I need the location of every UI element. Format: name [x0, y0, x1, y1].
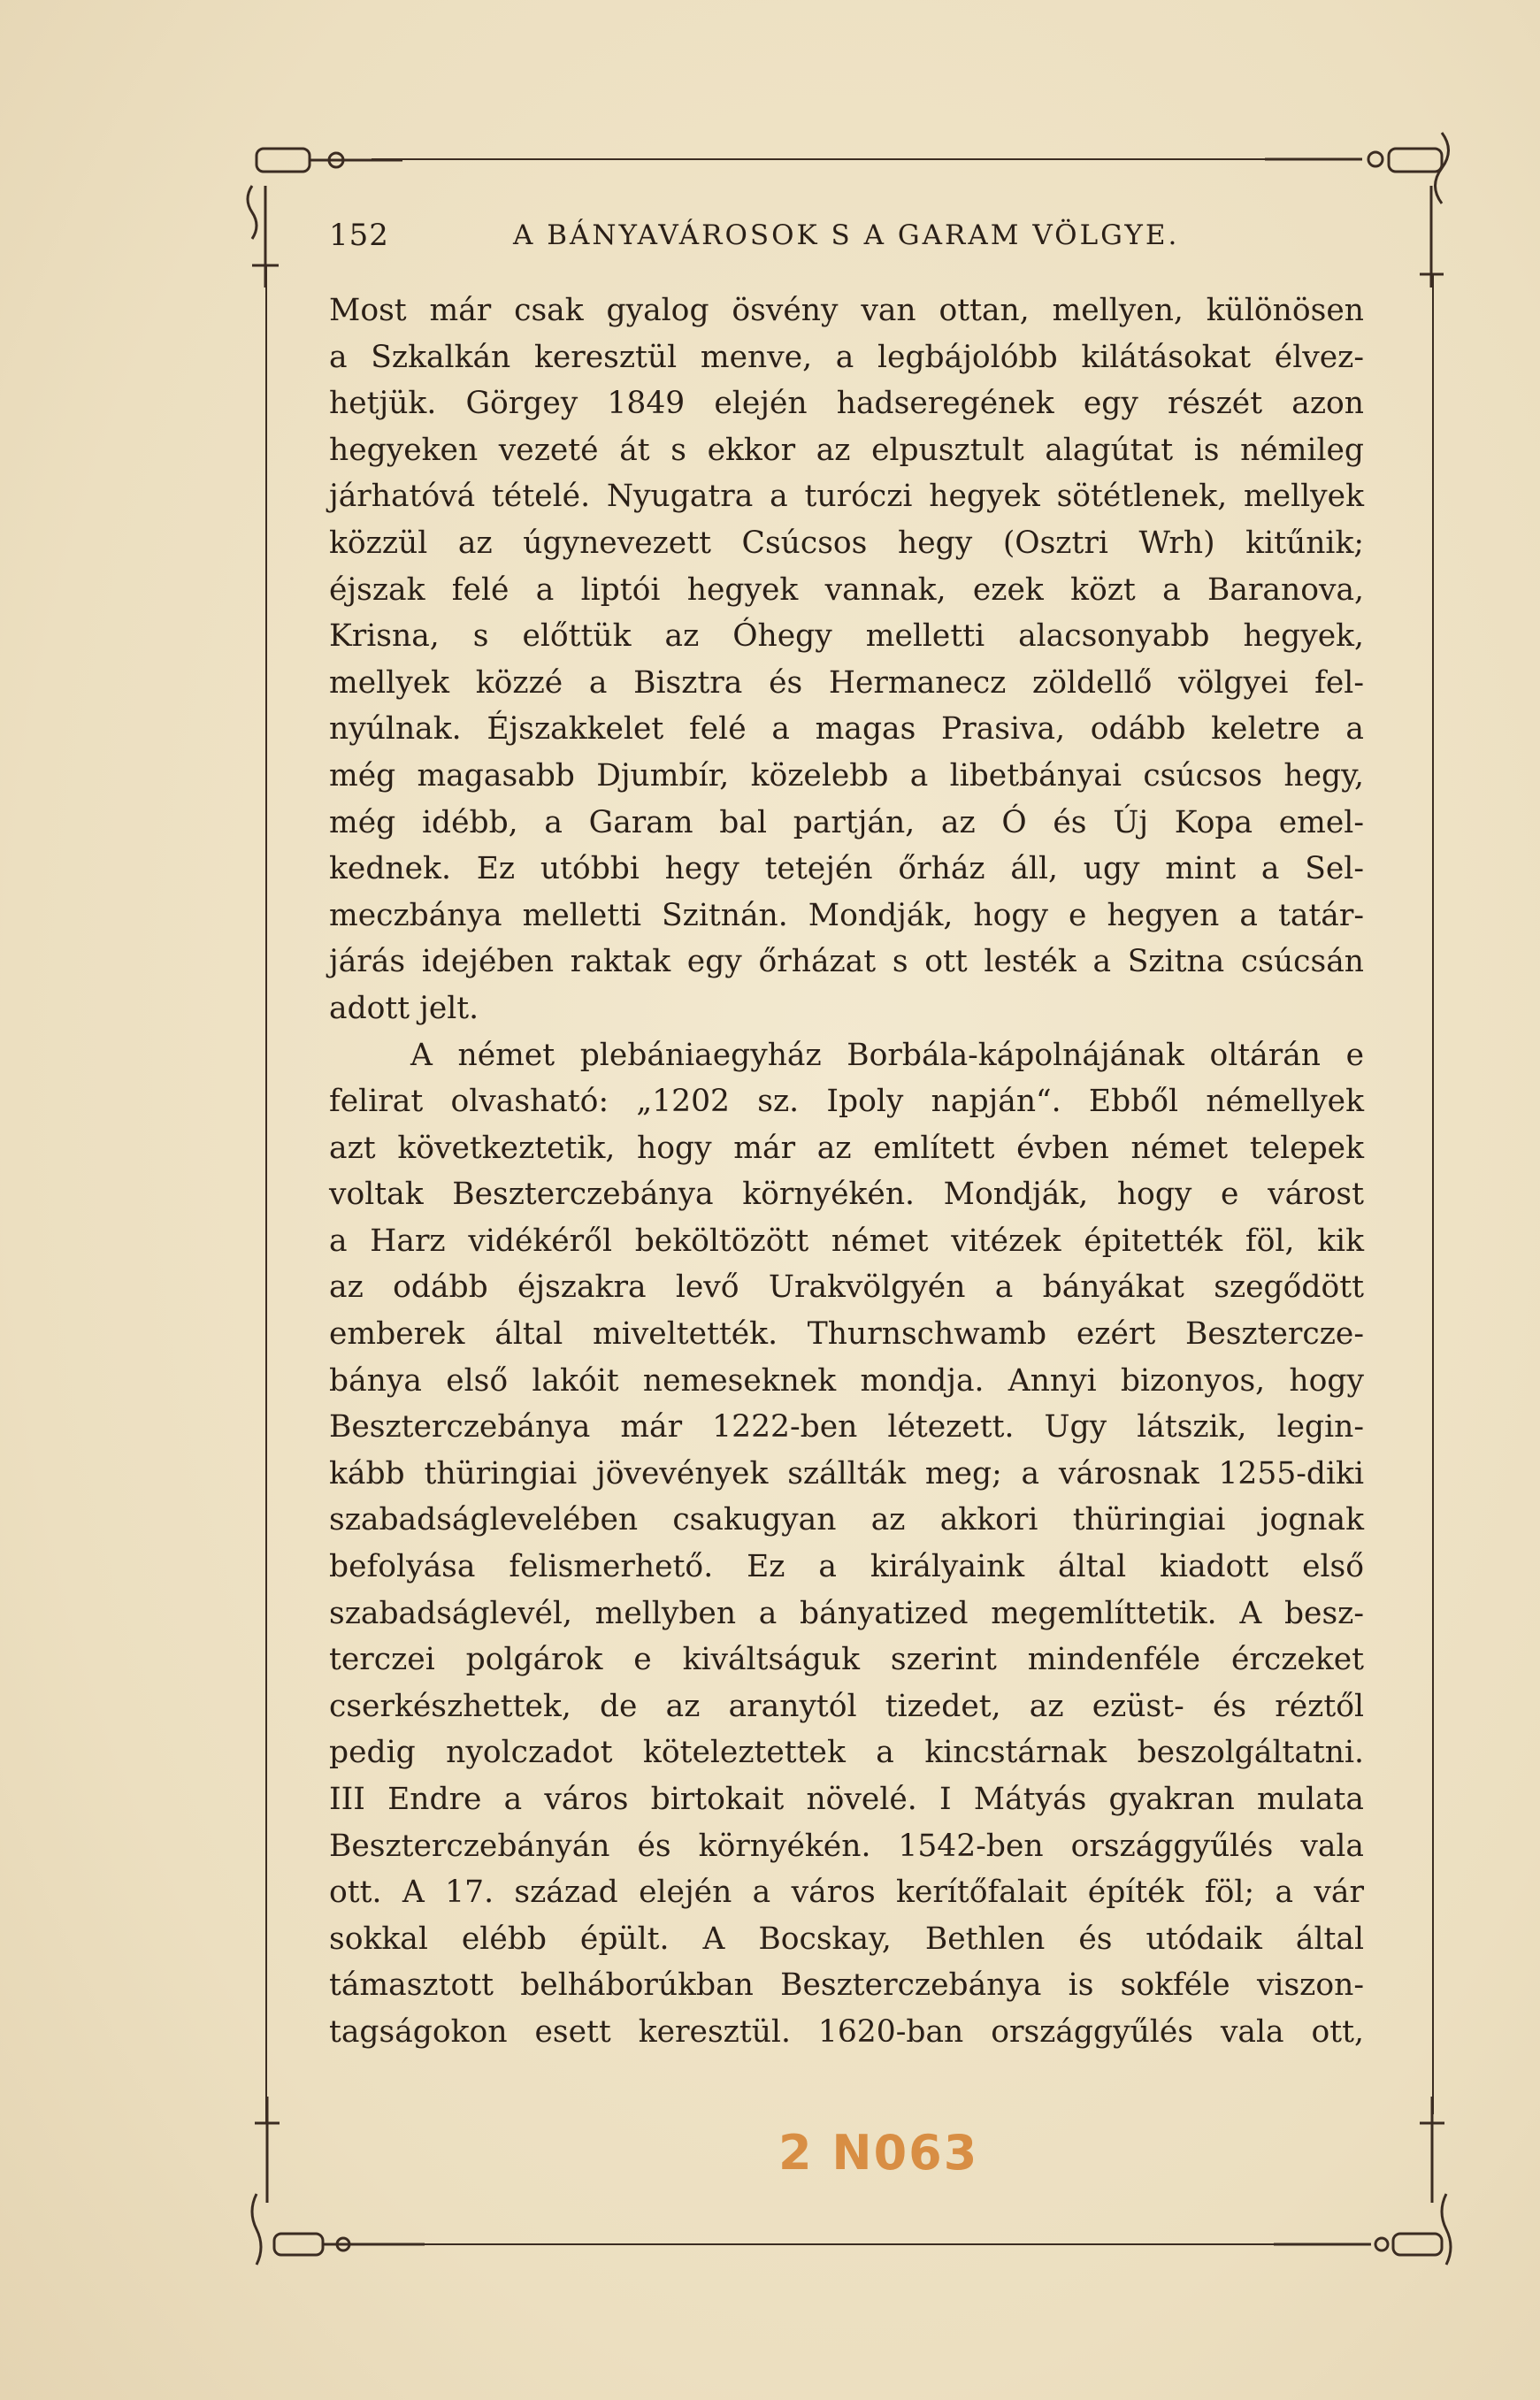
- body-text: [329, 288, 1364, 2056]
- text-line: A német plebániaegyház Borbála-kápolnájának oltárán e: [410, 1037, 1364, 1073]
- text-line: még idébb, a Garam bal partján, az Ó és Új Kopa emel-: [329, 804, 1364, 840]
- top-left-ornament-icon: [226, 133, 411, 292]
- text-line: járás idejében raktak egy őrházat s ott lesték a Szitna csúcsán: [329, 944, 1364, 980]
- library-stamp: 2 N063: [778, 2125, 979, 2181]
- page-number: 152: [329, 218, 389, 253]
- text-line: emberek által miveltették. Thurnschwamb ezért Beszterczе-: [329, 1316, 1364, 1353]
- right-rule: [1432, 274, 1434, 2114]
- text-line: nyúlnak. Éjszakkelet felé a magas Prasiva, odább keletre a: [329, 711, 1364, 748]
- text-line: befolyása felismerhető. Ez a királyaink által kiadott első: [329, 1549, 1364, 1585]
- bottom-right-ornament-icon: [1274, 2097, 1468, 2273]
- text-line: a Szkalkán keresztül menve, a legbájolóbb kilátásokat élvez-: [329, 339, 1364, 375]
- text-line: tagságokon esett keresztül. 1620-ban országgyűlés vala ott,: [329, 2013, 1364, 2050]
- text-line: még magasabb Djumbír, közelebb a libetbányai csúcsos hegy,: [329, 757, 1364, 794]
- text-line: közzül az úgynevezett Csúcsos hegy (Osztri Wrh) kitűnik;: [329, 525, 1364, 561]
- text-line: hetjük. Görgey 1849 elején hadseregének egy részét azon: [329, 386, 1364, 422]
- text-line: támasztott belháborúkban Beszterczebánya is sokféle viszon-: [329, 1967, 1364, 2004]
- text-line: Beszterczebányán és környékén. 1542-ben országgyűlés vala: [329, 1828, 1364, 1864]
- text-line: ott. A 17. század elején a város kerítőfalait építék föl; a vár: [329, 1875, 1364, 1911]
- text-line: kednek. Ez utóbbi hegy tetején őrház áll, ugy mint a Sel-: [329, 851, 1364, 887]
- text-line: meczbánya melletti Szitnán. Mondják, hogy e hegyen a tatár-: [329, 897, 1364, 933]
- bottom-rule: [416, 2243, 1300, 2245]
- text-line: bánya első lakóit nemeseknek mondja. Annyi bizonyos, hogy: [329, 1362, 1364, 1399]
- text-line: Most már csak gyalog ösvény van ottan, mellyen, különösen: [329, 293, 1364, 328]
- text-line: III Endre a város birtokait növelé. I Mátyás gyakran mulata: [329, 1782, 1364, 1817]
- text-line: járhatóvá tételé. Nyugatra a turóczi hegyek sötétlenek, mellyek: [329, 479, 1364, 515]
- bottom-left-ornament-icon: [248, 2097, 425, 2273]
- text-line: terczei polgárok e kiváltságuk szerint mindenféle érczeket: [329, 1642, 1364, 1678]
- text-line: a Harz vidékéről beköltözött német vitézek épitették föl, kik: [329, 1223, 1364, 1259]
- text-line: mellyek közzé a Bisztra és Hermanecz zöldellő völgyei fel-: [329, 664, 1364, 701]
- page-header: [329, 218, 1373, 258]
- text-line: az odább éjszakra levő Urakvölgyén a bányákat szegődött: [329, 1269, 1364, 1306]
- text-line: voltak Beszterczebánya környékén. Mondják, hogy e várost: [329, 1177, 1364, 1213]
- running-head: A BÁNYAVÁROSOK S A GARAM VÖLGYE.: [513, 219, 1180, 251]
- text-line: felirat olvasható: „1202 sz. Ipoly napján“. Ebből némellyek: [329, 1084, 1364, 1120]
- left-rule: [265, 265, 267, 2123]
- text-line: cserkészhettek, de az aranytól tizedet, az ezüst- és réztől: [329, 1688, 1364, 1724]
- text-line: azt következtetik, hogy már az említett évben német telepek: [329, 1130, 1364, 1166]
- text-line: adott jelt.: [329, 990, 479, 1026]
- text-line: szabadságlevelében csakugyan az akkori thüringiai jognak: [329, 1502, 1364, 1538]
- top-rule: [372, 158, 1291, 160]
- text-line: szabadságlevél, mellyben a bányatized megemlíttetik. A besz-: [329, 1595, 1364, 1631]
- text-line: sokkal elébb épült. A Bocskay, Bethlen és utódaik által: [329, 1921, 1364, 1957]
- text-line: pedig nyolczadot köteleztettek a kincstárnak beszolgáltatni.: [329, 1735, 1364, 1771]
- text-line: Beszterczebánya már 1222-ben létezett. Ugy látszik, legin-: [329, 1409, 1364, 1445]
- text-line: kább thüringiai jövevények szállták meg; a városnak 1255-diki: [329, 1455, 1364, 1491]
- text-line: éjszak felé a liptói hegyek vannak, ezek közt a Baranova,: [329, 571, 1364, 608]
- text-line: hegyeken vezeté át s ekkor az elpusztult alagútat is némileg: [329, 432, 1364, 468]
- top-right-ornament-icon: [1265, 124, 1468, 292]
- text-line: Krisna, s előttük az Óhegy melletti alacsonyabb hegyek,: [329, 618, 1364, 655]
